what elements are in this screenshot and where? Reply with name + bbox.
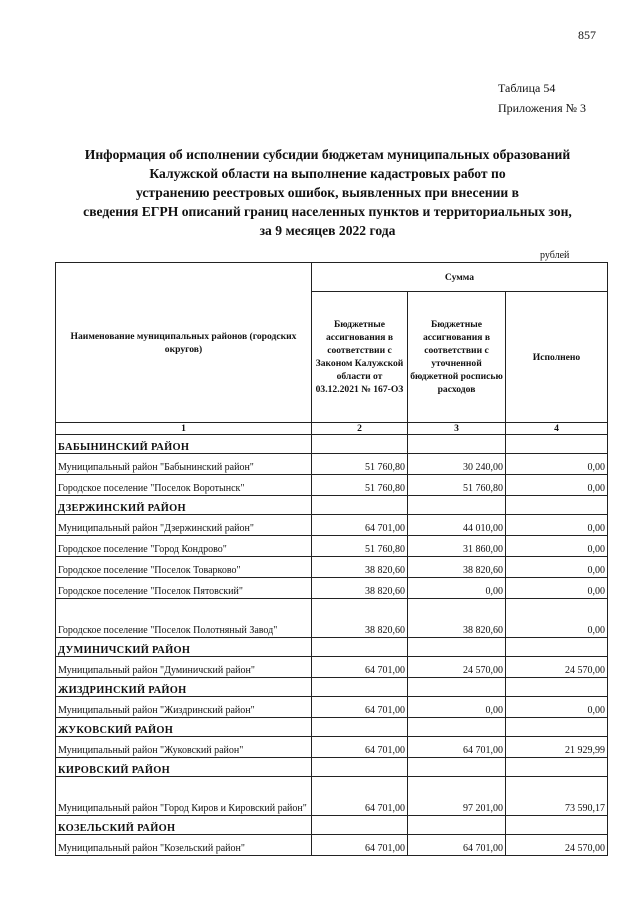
refined-amount: 38 820,60 [408, 557, 506, 578]
municipality-name: Муниципальный район "Город Киров и Кировский район" [56, 777, 312, 816]
empty-cell [312, 758, 408, 777]
empty-cell [408, 816, 506, 835]
table-row [56, 557, 608, 578]
refined-amount: 44 010,00 [408, 515, 506, 536]
refined-amount: 0,00 [408, 578, 506, 599]
municipality-name: Муниципальный район "Бабынинский район" [56, 454, 312, 475]
header-col-law: Бюджетные ассигнования в соответствии с Законом Калужской области от 03.12.2021 № 167-ОЗ [312, 292, 408, 423]
table-row [56, 835, 608, 856]
executed-amount: 0,00 [506, 454, 608, 475]
empty-cell [408, 678, 506, 697]
header-name-column: Наименование муниципальных районов (городских округов) [56, 263, 312, 423]
refined-amount: 64 701,00 [408, 835, 506, 856]
empty-cell [312, 718, 408, 737]
refined-amount: 31 860,00 [408, 536, 506, 557]
law-amount: 64 701,00 [312, 835, 408, 856]
empty-cell [408, 638, 506, 657]
column-number: 2 [312, 423, 408, 435]
executed-amount: 0,00 [506, 557, 608, 578]
executed-amount: 0,00 [506, 599, 608, 638]
municipality-name: Городское поселение "Поселок Товарково" [56, 557, 312, 578]
refined-amount: 30 240,00 [408, 454, 506, 475]
refined-amount: 0,00 [408, 697, 506, 718]
executed-amount: 0,00 [506, 697, 608, 718]
district-name: КИРОВСКИЙ РАЙОН [56, 758, 312, 777]
empty-cell [506, 496, 608, 515]
empty-cell [408, 496, 506, 515]
law-amount: 64 701,00 [312, 657, 408, 678]
municipality-name: Муниципальный район "Козельский район" [56, 835, 312, 856]
empty-cell [408, 435, 506, 454]
district-row [56, 816, 608, 835]
table-row [56, 737, 608, 758]
law-amount: 38 820,60 [312, 599, 408, 638]
district-name: ЖИЗДРИНСКИЙ РАЙОН [56, 678, 312, 697]
district-name: БАБЫНИНСКИЙ РАЙОН [56, 435, 312, 454]
law-amount: 64 701,00 [312, 777, 408, 816]
report-table [55, 262, 608, 856]
empty-cell [506, 718, 608, 737]
empty-cell [312, 435, 408, 454]
district-row [56, 638, 608, 657]
column-number: 1 [56, 423, 312, 435]
units-label: рублей [540, 250, 570, 261]
empty-cell [312, 816, 408, 835]
empty-cell [506, 638, 608, 657]
title-line: устранению реестровых ошибок, выявленных при внесении в [136, 185, 519, 200]
municipality-name: Муниципальный район "Думиничский район" [56, 657, 312, 678]
empty-cell [506, 435, 608, 454]
table-row [56, 599, 608, 638]
table-row [56, 777, 608, 816]
header-col-executed: Исполнено [506, 292, 608, 423]
refined-amount: 24 570,00 [408, 657, 506, 678]
page-number: 857 [578, 28, 596, 42]
empty-cell [312, 678, 408, 697]
executed-amount: 24 570,00 [506, 657, 608, 678]
table-row [56, 657, 608, 678]
district-name: ДЗЕРЖИНСКИЙ РАЙОН [56, 496, 312, 515]
law-amount: 64 701,00 [312, 697, 408, 718]
municipality-name: Муниципальный район "Дзержинский район" [56, 515, 312, 536]
executed-amount: 0,00 [506, 515, 608, 536]
law-amount: 38 820,60 [312, 557, 408, 578]
header-col-refined: Бюджетные ассигнования в соответствии с уточненной бюджетной росписью расходов [408, 292, 506, 423]
municipality-name: Городское поселение "Поселок Пятовский" [56, 578, 312, 599]
table-row [56, 578, 608, 599]
title-line: за 9 месяцев 2022 года [259, 223, 396, 238]
table-row [56, 697, 608, 718]
table-row [56, 475, 608, 496]
empty-cell [312, 496, 408, 515]
refined-amount: 64 701,00 [408, 737, 506, 758]
table-body [56, 435, 608, 856]
law-amount: 51 760,80 [312, 536, 408, 557]
law-amount: 64 701,00 [312, 737, 408, 758]
title-line: Информация об исполнении субсидии бюджетам муниципальных образований [84, 147, 571, 162]
table-row [56, 536, 608, 557]
district-row [56, 758, 608, 777]
executed-amount: 0,00 [506, 578, 608, 599]
executed-amount: 0,00 [506, 536, 608, 557]
municipality-name: Городское поселение "Поселок Полотняный Завод" [56, 599, 312, 638]
empty-cell [408, 718, 506, 737]
empty-cell [408, 758, 506, 777]
column-number: 3 [408, 423, 506, 435]
document-title [40, 145, 615, 240]
district-row [56, 496, 608, 515]
header-sum: Сумма [312, 263, 608, 292]
executed-amount: 73 590,17 [506, 777, 608, 816]
empty-cell [506, 678, 608, 697]
municipality-name: Городское поселение "Поселок Воротынск" [56, 475, 312, 496]
district-name: ДУМИНИЧСКИЙ РАЙОН [56, 638, 312, 657]
law-amount: 38 820,60 [312, 578, 408, 599]
empty-cell [506, 758, 608, 777]
district-row [56, 435, 608, 454]
column-number: 4 [506, 423, 608, 435]
title-line: сведения ЕГРН описаний границ населенных пунктов и территориальных зон, [83, 204, 572, 219]
law-amount: 64 701,00 [312, 515, 408, 536]
table-ref-line: Таблица 54 [498, 81, 556, 95]
title-line: Калужской области на выполнение кадастровых работ по [149, 166, 506, 181]
district-row [56, 718, 608, 737]
district-row [56, 678, 608, 697]
municipality-name: Муниципальный район "Жиздринский район" [56, 697, 312, 718]
municipality-name: Муниципальный район "Жуковский район" [56, 737, 312, 758]
table-row [56, 515, 608, 536]
empty-cell [312, 638, 408, 657]
refined-amount: 97 201,00 [408, 777, 506, 816]
table-row [56, 454, 608, 475]
executed-amount: 24 570,00 [506, 835, 608, 856]
empty-cell [506, 816, 608, 835]
municipality-name: Городское поселение "Город Кондрово" [56, 536, 312, 557]
refined-amount: 51 760,80 [408, 475, 506, 496]
executed-amount: 21 929,99 [506, 737, 608, 758]
district-name: КОЗЕЛЬСКИЙ РАЙОН [56, 816, 312, 835]
law-amount: 51 760,80 [312, 475, 408, 496]
refined-amount: 38 820,60 [408, 599, 506, 638]
table-ref-line: Приложения № 3 [498, 101, 587, 115]
law-amount: 51 760,80 [312, 454, 408, 475]
district-name: ЖУКОВСКИЙ РАЙОН [56, 718, 312, 737]
executed-amount: 0,00 [506, 475, 608, 496]
